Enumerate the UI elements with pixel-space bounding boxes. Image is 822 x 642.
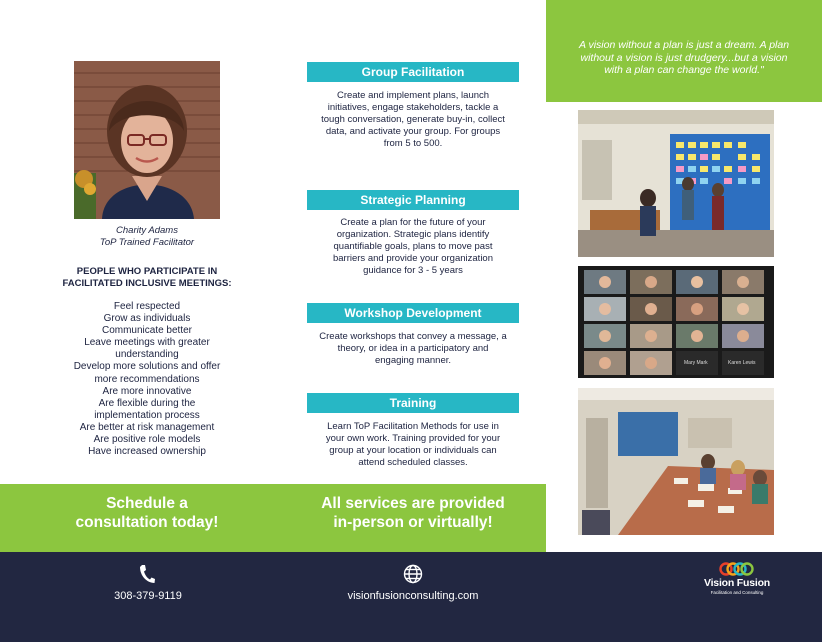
benefit-item: Leave meetings with greater understanding	[84, 337, 210, 361]
photo-virtual-meeting	[578, 266, 774, 378]
website-link[interactable]: visionfusionconsulting.com	[347, 590, 479, 602]
zoom-participant-name: Karen Lewis	[728, 360, 756, 366]
cta-middle-line1: All services are provided	[321, 495, 505, 512]
phone-number[interactable]: 308-379-9119	[114, 590, 182, 602]
globe-icon	[403, 564, 423, 589]
service-description-group-facilitation: Create and implement plans, launch initiatives, engage stakeholders, tackle a tough conversation, generate buy-in, collect data, and activate your group. For groups from 5 to 500.	[321, 90, 505, 149]
cta-left-line2: consultation today!	[75, 514, 219, 531]
vision-fusion-logo	[698, 561, 776, 601]
benefit-item: Are positive role models	[93, 434, 201, 446]
benefit-item: Have increased ownership	[88, 446, 206, 458]
service-description-training: Learn ToP Facilitation Methods for use in your own work. Training provided for your group at your location or individuals can attend scheduled classes.	[325, 421, 501, 468]
photo-classroom-session	[578, 388, 774, 535]
cta-left-line1: Schedule a	[106, 495, 188, 512]
phone-icon	[139, 564, 155, 589]
benefit-item: Grow as individuals	[103, 313, 191, 325]
benefit-item: Are more innovative	[102, 385, 192, 397]
logo-rings-icon	[698, 561, 776, 577]
benefit-item: Feel respected	[113, 301, 181, 312]
benefit-item: Are better at risk management	[79, 421, 215, 433]
service-heading-strategic-planning: Strategic Planning	[307, 190, 519, 210]
cta-middle-line2: in-person or virtually!	[333, 514, 493, 531]
benefit-item: Communicate better	[101, 325, 193, 337]
benefit-item: Are flexible during the implementation process	[94, 397, 200, 421]
service-heading-workshop-development: Workshop Development	[307, 303, 519, 323]
benefit-item: Develop more solutions and offer more recommendations	[73, 361, 221, 385]
benefits-heading-line2: FACILITATED INCLUSIVE MEETINGS:	[62, 278, 232, 289]
service-description-workshop-development: Create workshops that convey a message, a theory, or idea in a participatory and engaging manner.	[319, 331, 507, 366]
service-description-strategic-planning: Create a plan for the future of your organization. Strategic plans identify quantifiable goals, plans to move past barriers and provide your organization guidance for 3 - 5 years	[332, 217, 493, 276]
logo-tagline: Facilitation and Consulting	[710, 590, 764, 595]
services-availability-cta	[298, 494, 528, 532]
benefits-heading	[40, 266, 254, 290]
facilitator-title: ToP Trained Facilitator	[99, 237, 195, 248]
zoom-participant-name: Mary Mark	[684, 360, 708, 366]
photo-workshop-wall	[578, 110, 774, 257]
service-heading-training: Training	[307, 393, 519, 413]
schedule-consultation-cta	[40, 494, 254, 532]
service-heading-group-facilitation: Group Facilitation	[307, 62, 519, 82]
benefits-heading-line1: PEOPLE WHO PARTICIPATE IN	[76, 266, 218, 277]
facilitator-portrait	[74, 61, 220, 219]
logo-name: Vision Fusion	[703, 577, 771, 589]
benefits-list	[40, 301, 254, 458]
vision-quote: A vision without a plan is just a dream. A plan without a vision is just drudgery...but a vision with a plan can change the world."	[578, 39, 790, 76]
facilitator-caption	[40, 225, 254, 249]
facilitator-name: Charity Adams	[116, 225, 178, 236]
